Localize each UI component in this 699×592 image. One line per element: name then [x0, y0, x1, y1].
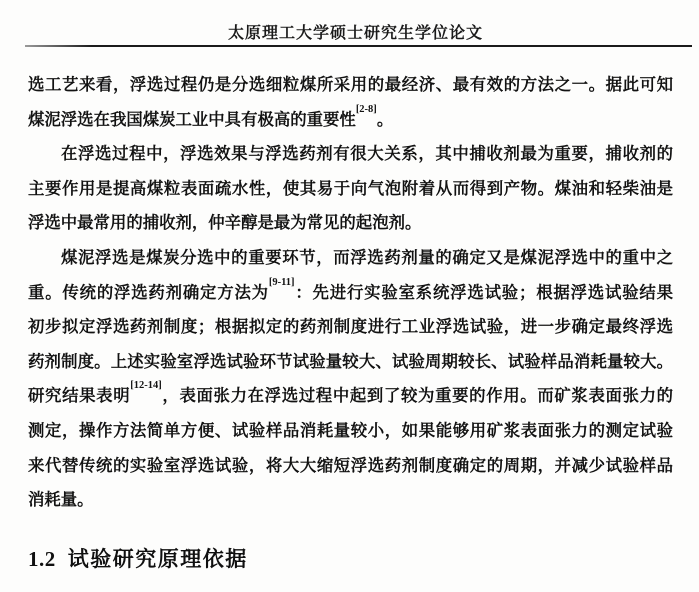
line-text: 浮选中最常用的捕收剂，仲辛醇是最为常见的起泡剂。	[28, 213, 422, 233]
line-text: 来代替传统的实验室浮选试验，将大大缩短浮选药剂制度确定的周期，并减少试验样品	[28, 455, 673, 475]
line-text: 。	[376, 109, 394, 129]
body-line	[28, 206, 673, 241]
body-line	[28, 276, 673, 311]
citation-marker: [12-14]	[130, 380, 162, 392]
body-line	[28, 137, 673, 172]
body-line	[28, 103, 673, 138]
line-text: ：先进行实验室系统浮选试验；根据浮选试验结果	[294, 282, 673, 302]
line-text: 初步拟定浮选药剂制度；根据拟定的药剂制度进行工业浮选试验，进一步确定最终浮选	[28, 317, 673, 337]
section-heading	[28, 543, 248, 573]
line-text: 主要作用是提高煤粒表面疏水性，使其易于向气泡附着从而得到产物。煤油和轻柴油是	[28, 178, 673, 198]
body-line	[28, 379, 673, 414]
body-line	[28, 172, 673, 207]
body-line	[28, 68, 673, 103]
body-line	[28, 449, 673, 484]
body-line	[28, 310, 673, 345]
section-title: 试验研究原理依据	[67, 548, 248, 571]
body-line	[28, 414, 673, 449]
line-text: 在浮选过程中，浮选效果与浮选药剂有很大关系，其中捕收剂最为重要，捕收剂的	[61, 144, 673, 164]
line-text: 消耗量。	[28, 490, 94, 510]
header-rule	[25, 45, 692, 47]
section-number: 1.2	[28, 547, 56, 571]
line-text: 研究结果表明	[28, 386, 131, 406]
line-text: 测定，操作方法简单方便、试验样品消耗量较小，如果能够用矿浆表面张力的测定试验	[28, 420, 673, 440]
body-line	[28, 345, 673, 380]
line-text: 煤泥浮选是煤炭分选中的重要环节，而浮选药剂量的确定又是煤泥浮选中的重中之	[61, 247, 673, 267]
body-line	[28, 483, 673, 518]
running-header: 太原理工大学硕士研究生学位论文	[227, 25, 483, 42]
citation-marker: [2-8]	[355, 103, 377, 115]
body-line	[28, 241, 673, 276]
line-text: 选工艺来看，浮选过程仍是分选细粒煤所采用的最经济、最有效的方法之一。据此可知	[28, 75, 673, 94]
line-text: 药剂制度。上述实验室浮选试验环节试验量较大、试验周期较长、试验样品消耗量较大。	[28, 351, 673, 371]
line-text: ，表面张力在浮选过程中起到了较为重要的作用。而矿浆表面张力的	[161, 386, 673, 406]
line-text: 重。传统的浮选药剂确定方法为	[28, 282, 269, 302]
body-text	[28, 68, 673, 518]
citation-marker: [9-11]	[268, 276, 295, 288]
line-text: 煤泥浮选在我国煤炭工业中具有极高的重要性	[28, 109, 356, 129]
